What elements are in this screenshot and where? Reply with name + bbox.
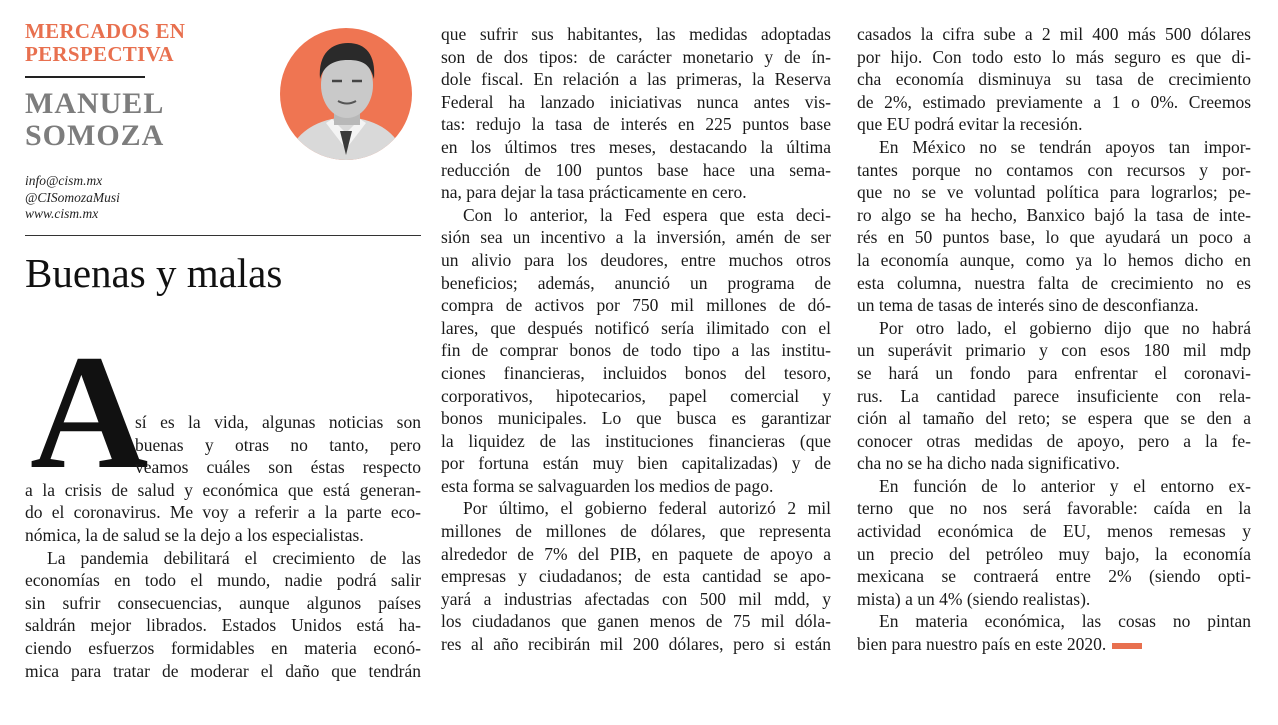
text-line bbox=[25, 524, 421, 547]
text-line bbox=[857, 497, 1251, 520]
text-line-content: por hijo. Con todo esto lo más seguro es que di- bbox=[857, 46, 1251, 67]
text-line-content: lares, que después notificó sería ilimitado con el bbox=[441, 317, 831, 338]
text-line bbox=[857, 588, 1251, 611]
text-line bbox=[857, 633, 1251, 656]
text-line-content: Por último, el gobierno federal autorizó 2 mil bbox=[463, 498, 831, 519]
text-line-content: nómica, la de salud se la dejo a los especialistas. bbox=[25, 524, 364, 545]
text-line-content: la liquidez de las instituciones financieras (que bbox=[441, 430, 831, 451]
text-line bbox=[441, 159, 831, 182]
text-line bbox=[441, 91, 831, 114]
text-line-content: un superávit primario y con esos 180 mil mdp bbox=[857, 340, 1251, 361]
text-line bbox=[441, 610, 831, 633]
text-line bbox=[857, 362, 1251, 385]
author-portrait bbox=[274, 27, 419, 162]
text-line-content: ción al tamaño del reto; se espera que se den a bbox=[857, 408, 1251, 429]
contact-twitter: @CISomozaMusi bbox=[25, 189, 120, 205]
text-line-content: los ciudadanos que ganen menos de 75 mil dóla- bbox=[441, 611, 831, 632]
text-line-content: terno que no nos será favorable: caída en la bbox=[857, 498, 1251, 519]
text-line-content: tantes porque no contamos con recursos y por- bbox=[857, 159, 1251, 180]
text-line-content: do el coronavirus. Me voy a referir a la parte eco- bbox=[25, 502, 421, 523]
text-line bbox=[25, 637, 421, 660]
text-line-content: saldrán mejor librados. Estados Unidos está ha- bbox=[25, 615, 421, 636]
text-line bbox=[441, 226, 831, 249]
text-line-content: En materia económica, las cosas no pintan bbox=[879, 611, 1251, 632]
section-title-line: PERSPECTIVA bbox=[25, 42, 174, 66]
text-line bbox=[441, 136, 831, 159]
text-line bbox=[25, 479, 421, 502]
text-line-content: na, para dejar la tasa prácticamente en cero. bbox=[441, 182, 747, 203]
text-line-content: tas: redujo la tasa de interés en 225 puntos base bbox=[441, 114, 831, 135]
contact-email: info@cism.mx bbox=[25, 173, 103, 188]
contact-website: www.cism.mx bbox=[25, 206, 99, 221]
text-line-content: esta forma se salvaguarden los medios de pago. bbox=[441, 475, 774, 496]
text-line-content: compra de activos por 750 mil millones de dó- bbox=[441, 295, 831, 316]
text-line-content: un alivio para los deudores, entre muchos otros bbox=[441, 249, 831, 270]
text-line-content: Por otro lado, el gobierno dijo que no habrá bbox=[879, 317, 1251, 338]
text-line bbox=[25, 501, 421, 524]
text-line bbox=[857, 272, 1251, 295]
text-line bbox=[857, 565, 1251, 588]
text-line-content: bonos municipales. Lo que busca es garantizar bbox=[441, 408, 831, 429]
text-line-content: sí es la vida, algunas noticias son bbox=[135, 412, 421, 432]
text-line-content: empresas y ciudadanos; de esta cantidad se apo- bbox=[441, 566, 831, 587]
text-line bbox=[441, 294, 831, 317]
text-line bbox=[441, 430, 831, 453]
author-contacts bbox=[25, 173, 285, 223]
text-line bbox=[857, 339, 1251, 362]
text-line bbox=[441, 475, 831, 498]
text-line-content: cha economía disminuya su tasa de crecimiento bbox=[857, 69, 1251, 90]
text-line-content: casados la cifra sube a 2 mil 400 más 500 dólares bbox=[857, 24, 1251, 44]
text-line-content: ro algo se ha hecho, Banxico bajó la tasa de inte- bbox=[857, 204, 1251, 225]
text-line-content: se hará un fondo para enfrentar el coronavi- bbox=[857, 362, 1251, 383]
text-line-content: bien para nuestro país en este 2020. bbox=[857, 634, 1107, 655]
text-line-content: un tema de tasas de interés sino de desconfianza. bbox=[857, 295, 1199, 316]
author-name-line: SOMOZA bbox=[25, 119, 165, 152]
text-line-content: a la crisis de salud y económica que está generan- bbox=[25, 479, 421, 500]
text-line-content: que EU podrá evitar la recesión. bbox=[857, 114, 1083, 135]
text-line bbox=[857, 113, 1251, 136]
text-line-content: alrededor de 7% del PIB, en paquete de apoyo a bbox=[441, 543, 831, 564]
text-line-content: esta columna, nuestra falta de crecimiento no es bbox=[857, 272, 1251, 293]
text-line bbox=[25, 660, 421, 683]
text-line bbox=[857, 407, 1251, 430]
text-line-content: la economía aunque, como ya lo hemos dicho en bbox=[857, 249, 1251, 270]
text-line bbox=[857, 475, 1251, 498]
text-line-content: sin sufrir consecuencias, aunque algunos países bbox=[25, 592, 421, 613]
text-line-content: ciendo esfuerzos formidables en materia econó- bbox=[25, 637, 421, 658]
text-line-content: buenas y otras no tanto, pero bbox=[135, 434, 421, 455]
text-line-content: son de dos tipos: de carácter monetario y de ín- bbox=[441, 46, 831, 67]
text-line-content: mexicana se contraerá entre 2% (siendo opti- bbox=[857, 566, 1251, 587]
text-line-content: en los últimos tres meses, destacando la última bbox=[441, 136, 831, 157]
text-line bbox=[441, 633, 831, 656]
text-line bbox=[25, 411, 421, 434]
text-line bbox=[857, 159, 1251, 182]
text-line bbox=[857, 294, 1251, 317]
text-line bbox=[857, 452, 1251, 475]
text-line-content: veamos cuáles son éstas respecto bbox=[135, 457, 421, 478]
text-line bbox=[857, 23, 1251, 46]
text-line bbox=[25, 569, 421, 592]
text-line bbox=[857, 543, 1251, 566]
text-line bbox=[857, 226, 1251, 249]
text-line bbox=[857, 385, 1251, 408]
author-name-line: MANUEL bbox=[25, 87, 165, 120]
text-line bbox=[441, 23, 831, 46]
text-line-content: dole fiscal. En relación a las primeras, la Reserva bbox=[441, 69, 831, 90]
text-line bbox=[857, 181, 1251, 204]
text-line-content: economías en todo el mundo, nadie podrá salir bbox=[25, 570, 421, 591]
article-column-3 bbox=[857, 23, 1251, 656]
text-line-content: rus. La cantidad parece insuficiente con rela- bbox=[857, 385, 1251, 406]
text-line-content: millones de millones de dólares, que representa bbox=[441, 521, 831, 542]
text-line-content: por fortuna están muy bien capitalizadas) y de bbox=[441, 453, 831, 474]
text-line bbox=[441, 46, 831, 69]
text-line-content: rés en 50 puntos base, lo que ayudará un poco a bbox=[857, 227, 1251, 248]
text-line bbox=[25, 592, 421, 615]
text-line bbox=[441, 520, 831, 543]
text-line-content: corporativos, hipotecarios, papel comercial y bbox=[441, 385, 831, 406]
text-line bbox=[441, 317, 831, 340]
text-line bbox=[441, 565, 831, 588]
text-line bbox=[441, 249, 831, 272]
text-line bbox=[25, 614, 421, 637]
text-line bbox=[857, 520, 1251, 543]
text-line-content: que sufrir sus habitantes, las medidas adoptadas bbox=[441, 24, 831, 44]
text-line bbox=[441, 407, 831, 430]
text-line-content: Federal ha lanzado iniciativas nunca antes vis- bbox=[441, 91, 831, 112]
text-line-content: beneficios; además, anunció un programa de bbox=[441, 272, 831, 293]
text-line bbox=[441, 68, 831, 91]
text-line-content: res al año recibirán mil 200 dólares, pero si están bbox=[441, 634, 831, 655]
text-line-content: mista) a un 4% (siendo realistas). bbox=[857, 588, 1091, 609]
section-title bbox=[25, 20, 225, 66]
text-line bbox=[857, 249, 1251, 272]
text-line-content: yará a industrias afectadas con 500 mil mdd, y bbox=[441, 588, 831, 609]
text-line bbox=[441, 385, 831, 408]
text-line bbox=[441, 362, 831, 385]
text-line-content: sión sea un incentivo a la inversión, amén de ser bbox=[441, 227, 831, 248]
text-line-content: mica para tratar de moderar el daño que tendrán bbox=[25, 660, 421, 681]
text-line bbox=[441, 272, 831, 295]
headline: Buenas y malas bbox=[25, 250, 283, 296]
text-line bbox=[441, 452, 831, 475]
text-line-content: de 2%, estimado previamente a 1 o 0%. Creemos bbox=[857, 91, 1251, 112]
text-line-content: que no se ve voluntad política para lograrlos; pe- bbox=[857, 182, 1251, 203]
text-line bbox=[441, 113, 831, 136]
text-line-content: En México no se tendrán apoyos tan impor- bbox=[879, 136, 1251, 157]
text-line bbox=[441, 204, 831, 227]
text-line-content: En función de lo anterior y el entorno ex- bbox=[879, 475, 1251, 496]
text-line-content: actividad económica de EU, menos remesas y bbox=[857, 521, 1251, 542]
text-line bbox=[857, 136, 1251, 159]
text-line bbox=[25, 547, 421, 570]
text-line bbox=[25, 456, 421, 479]
text-line bbox=[441, 181, 831, 204]
text-line bbox=[441, 543, 831, 566]
text-line bbox=[857, 91, 1251, 114]
drop-cap: A bbox=[30, 322, 149, 503]
text-line-content: La pandemia debilitará el crecimiento de las bbox=[47, 547, 421, 568]
end-of-article-mark bbox=[1112, 643, 1142, 649]
section-title-line: MERCADOS EN bbox=[25, 19, 186, 43]
text-line-content: ciones financieras, incluidos bonos del tesoro, bbox=[441, 362, 831, 383]
text-line bbox=[441, 588, 831, 611]
divider bbox=[25, 76, 145, 78]
text-line bbox=[857, 610, 1251, 633]
text-line-content: cha no se ha dicho nada significativo. bbox=[857, 453, 1120, 474]
text-line bbox=[857, 317, 1251, 340]
author-name bbox=[25, 88, 225, 152]
article-column-2 bbox=[441, 23, 831, 656]
text-line-content: conocer otras medidas de apoyo, pero a la fe- bbox=[857, 430, 1251, 451]
article-column-1 bbox=[25, 411, 421, 682]
text-line bbox=[857, 68, 1251, 91]
text-line bbox=[857, 430, 1251, 453]
text-line-content: fin de comprar bonos de todo tipo a las institu- bbox=[441, 340, 831, 361]
text-line-content: Con lo anterior, la Fed espera que esta deci- bbox=[463, 204, 831, 225]
text-line bbox=[857, 204, 1251, 227]
text-line-content: un precio del petróleo muy bajo, la economía bbox=[857, 543, 1251, 564]
text-line bbox=[441, 497, 831, 520]
text-line-content: reducción de 100 puntos base hace una sema- bbox=[441, 159, 831, 180]
text-line bbox=[25, 434, 421, 457]
divider bbox=[25, 235, 421, 236]
text-line bbox=[857, 46, 1251, 69]
text-line bbox=[441, 339, 831, 362]
